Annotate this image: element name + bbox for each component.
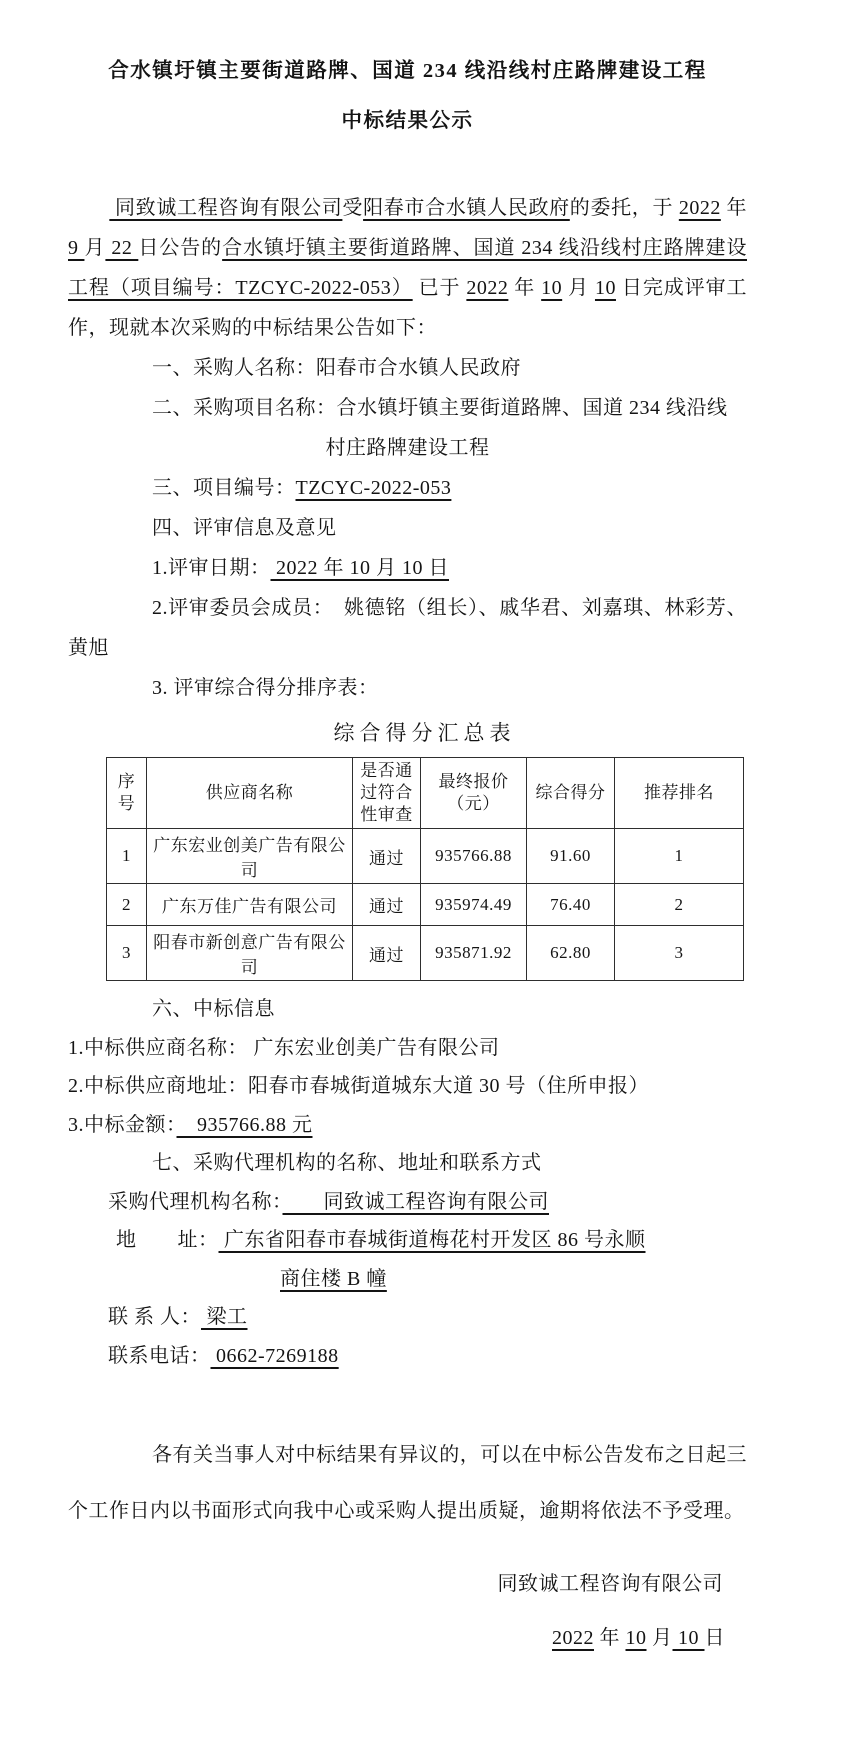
agency-addr-line2 bbox=[280, 1260, 747, 1299]
contact-person-value: 梁工 bbox=[201, 1306, 248, 1328]
plain-text: 年 bbox=[508, 277, 542, 299]
plain-text bbox=[68, 197, 109, 219]
item-project-name bbox=[68, 388, 747, 468]
agency-addr-line1 bbox=[68, 1221, 747, 1260]
review-date-label: 1.评审日期： bbox=[152, 557, 271, 579]
plain-text: 年 bbox=[720, 197, 747, 219]
underlined-text: 同致诚工程咨询有限公司 bbox=[109, 197, 343, 219]
item-project-number bbox=[68, 468, 747, 508]
underlined-text: 10 bbox=[625, 1627, 647, 1649]
plain-text: 月 bbox=[84, 237, 106, 259]
cell-compliance: 通过 bbox=[353, 884, 421, 926]
cell-supplier: 广东宏业创美广告有限公司 bbox=[147, 829, 353, 884]
cell-seq: 3 bbox=[107, 926, 147, 981]
cell-supplier: 阳春市新创意广告有限公司 bbox=[147, 926, 353, 981]
agency-addr-value2: 商住楼 B 幢 bbox=[280, 1267, 387, 1290]
plain-text: 月 bbox=[646, 1627, 673, 1649]
intro-paragraph bbox=[68, 188, 747, 348]
cell-price: 935974.49 bbox=[421, 884, 527, 926]
cell-seq: 2 bbox=[107, 884, 147, 926]
plain-text: 年 bbox=[594, 1627, 626, 1649]
item-award-info: 六、中标信息 bbox=[152, 998, 275, 1020]
underlined-text: 合水镇圩镇主要街道路牌、国道 234 线沿线村庄路牌建设工程（项目编号：TZCYC-2022-053） bbox=[68, 237, 747, 299]
closing-paragraph: 各有关当事人对中标结果有异议的，可以在中标公告发布之日起三个工作日内以书面形式向我中心或采购人提出质疑，逾期将依法不予受理。 bbox=[68, 1444, 747, 1522]
title-line-1: 合水镇圩镇主要街道路牌、国道 234 线沿线村庄路牌建设工程 bbox=[108, 60, 707, 82]
winner-addr-line: 2.中标供应商地址：阳春市春城街道城东大道 30 号（住所申报） bbox=[68, 1075, 649, 1097]
plain-text: 的委托，于 bbox=[569, 197, 679, 219]
signature-company: 同致诚工程咨询有限公司 bbox=[497, 1573, 723, 1595]
header-compliance: 是否通过符合性审查 bbox=[353, 758, 421, 829]
cell-rank: 1 bbox=[615, 829, 744, 884]
table-header-row bbox=[107, 758, 744, 829]
underlined-text: 10 bbox=[594, 277, 616, 299]
review-date-value: 2022 年 10 月 10 日 bbox=[270, 557, 449, 579]
cell-rank: 3 bbox=[615, 926, 744, 981]
plain-text: 日公告的 bbox=[138, 237, 223, 259]
item-project-name-line1: 二、采购项目名称：合水镇圩镇主要街道路牌、国道 234 线沿线 bbox=[152, 397, 728, 419]
table-row bbox=[107, 829, 744, 884]
cell-price: 935766.88 bbox=[421, 829, 527, 884]
score-table bbox=[106, 757, 744, 981]
award-amount-line bbox=[68, 1106, 747, 1145]
contact-phone-label: 联系电话： bbox=[108, 1344, 211, 1367]
underlined-text: 阳春市合水镇人民政府 bbox=[363, 197, 570, 219]
header-seq: 序号 bbox=[107, 758, 147, 829]
project-number-label: 三、项目编号： bbox=[152, 477, 296, 499]
underlined-text: 22 bbox=[105, 237, 139, 259]
table-row bbox=[107, 926, 744, 981]
cell-supplier: 广东万佳广告有限公司 bbox=[147, 884, 353, 926]
score-table-section bbox=[106, 710, 743, 981]
agency-addr-label: 地 址： bbox=[116, 1229, 219, 1251]
contact-phone-value: 0662-7269188 bbox=[210, 1344, 339, 1367]
award-amount-label: 3.中标金额： bbox=[68, 1113, 177, 1136]
score-list-label: 3. 评审综合得分排序表： bbox=[152, 677, 379, 699]
score-table-caption: 综合得分汇总表 bbox=[333, 721, 516, 745]
item-purchaser: 一、采购人名称：阳春市合水镇人民政府 bbox=[152, 357, 521, 379]
award-info-section bbox=[68, 990, 747, 1375]
item-project-name-line2: 村庄路牌建设工程 bbox=[325, 437, 490, 459]
underlined-text: 2022 bbox=[678, 197, 721, 219]
cell-seq: 1 bbox=[107, 829, 147, 884]
underlined-text: 2022 bbox=[466, 277, 509, 299]
agency-addr-value1: 广东省阳春市春城街道梅花村开发区 86 号永顺 bbox=[218, 1229, 646, 1251]
award-amount-value: 935766.88 元 bbox=[176, 1113, 313, 1136]
item-review-info: 四、评审信息及意见 bbox=[152, 517, 337, 539]
underlined-text: 10 bbox=[672, 1627, 705, 1649]
cell-compliance: 通过 bbox=[353, 829, 421, 884]
cell-rank: 2 bbox=[615, 884, 744, 926]
contact-person-label: 联 系 人： bbox=[108, 1306, 201, 1328]
agency-name-line bbox=[68, 1183, 747, 1222]
cell-compliance: 通过 bbox=[353, 926, 421, 981]
underlined-text: 9 bbox=[68, 237, 85, 259]
title-line-2: 中标结果公示 bbox=[341, 110, 474, 132]
item-agency-info: 七、采购代理机构的名称、地址和联系方式 bbox=[152, 1152, 542, 1174]
cell-score: 76.40 bbox=[527, 884, 615, 926]
winner-name-line: 1.中标供应商名称： 广东宏业创美广告有限公司 bbox=[68, 1036, 500, 1059]
agency-name-label: 采购代理机构名称： bbox=[108, 1190, 283, 1213]
underlined-text: 10 bbox=[541, 277, 563, 299]
header-supplier: 供应商名称 bbox=[147, 758, 353, 829]
review-date-line bbox=[68, 548, 747, 588]
cell-price: 935871.92 bbox=[421, 926, 527, 981]
plain-text: 日 bbox=[704, 1627, 725, 1649]
plain-text: 受 bbox=[342, 197, 364, 219]
header-price: 最终报价（元） bbox=[421, 758, 527, 829]
agency-name-value: 同致诚工程咨询有限公司 bbox=[282, 1190, 549, 1213]
plain-text: 已于 bbox=[412, 277, 467, 299]
project-number-value: TZCYC-2022-053 bbox=[295, 477, 452, 499]
underlined-text: 2022 bbox=[552, 1627, 594, 1649]
header-rank: 推荐排名 bbox=[615, 758, 744, 829]
committee-line: 2.评审委员会成员： 姚德铭（组长）、戚华君、刘嘉琪、林彩芳、黄旭 bbox=[68, 597, 747, 659]
document-title bbox=[68, 46, 747, 146]
contact-phone-line bbox=[68, 1337, 747, 1376]
signature-date bbox=[68, 1613, 747, 1663]
header-score: 综合得分 bbox=[527, 758, 615, 829]
plain-text: 日完成评审工作，现就本次采购的中标结果公告如下： bbox=[68, 277, 748, 339]
contact-person-line bbox=[68, 1298, 747, 1337]
plain-text: 月 bbox=[562, 277, 595, 299]
table-row bbox=[107, 884, 744, 926]
cell-score: 62.80 bbox=[527, 926, 615, 981]
cell-score: 91.60 bbox=[527, 829, 615, 884]
